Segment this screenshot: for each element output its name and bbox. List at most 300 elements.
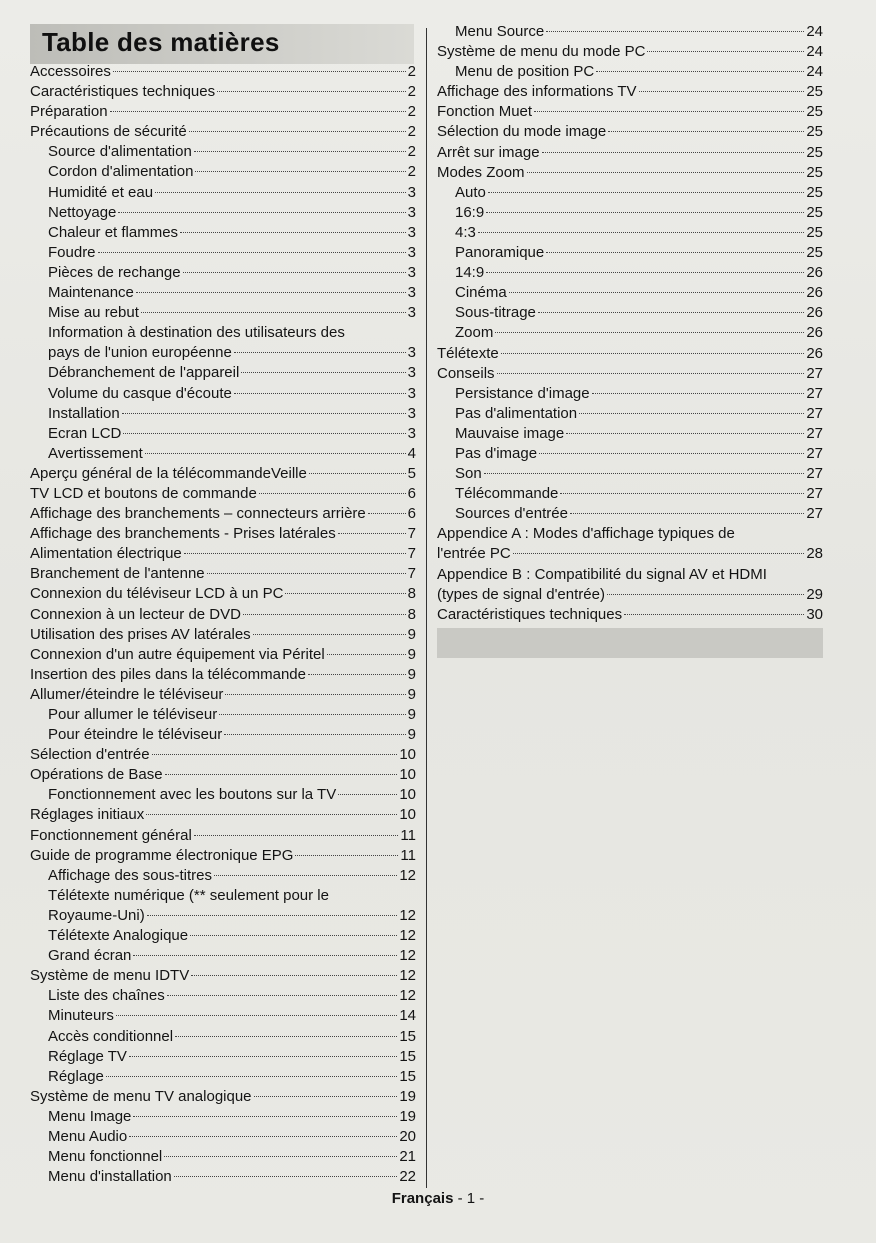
toc-entry[interactable] — [30, 102, 416, 122]
toc-list — [30, 906, 416, 1187]
dot-leader — [338, 794, 397, 795]
dot-leader — [560, 493, 804, 494]
toc-entry-text-continued[interactable]: Appendice B : Compatibilité du signal AV et HDMI — [437, 565, 767, 583]
toc-entry-page: 3 — [407, 364, 416, 382]
toc-entry-page: 7 — [407, 565, 416, 583]
toc-entry-page: 2 — [407, 63, 416, 80]
page-title: Table des matières — [42, 27, 280, 57]
toc-entry[interactable] — [30, 986, 416, 1006]
toc-entry[interactable] — [30, 946, 416, 966]
toc-entry-page: 10 — [399, 786, 416, 804]
toc-entry-title: Alimentation électrique — [30, 545, 182, 563]
dot-leader — [184, 553, 406, 554]
toc-entry[interactable] — [30, 444, 416, 464]
toc-entry[interactable] — [30, 1167, 416, 1187]
toc-entry-page: 25 — [806, 83, 823, 101]
toc-entry[interactable] — [30, 484, 416, 504]
dot-leader — [592, 393, 805, 394]
toc-entry[interactable] — [30, 584, 416, 604]
dot-leader — [546, 252, 804, 253]
toc-entry[interactable] — [30, 223, 416, 243]
dot-leader — [106, 1076, 397, 1077]
toc-entry-page: 25 — [806, 203, 823, 221]
toc-entry[interactable] — [437, 544, 823, 564]
toc-entry[interactable] — [30, 665, 416, 685]
toc-entry-page: 11 — [400, 826, 416, 844]
toc-entry-page: 12 — [399, 967, 416, 985]
dot-leader — [478, 232, 804, 233]
toc-entry-title: Avertissement — [48, 444, 143, 462]
dot-leader — [308, 674, 406, 675]
dot-leader — [123, 433, 405, 434]
toc-entry-title: Son — [455, 465, 482, 483]
toc-list — [30, 343, 416, 886]
toc-entry-page: 12 — [399, 906, 416, 924]
dot-leader — [225, 694, 405, 695]
toc-entry-page: 12 — [399, 947, 416, 965]
dot-leader — [647, 51, 804, 52]
toc-entry-title: Menu Source — [455, 23, 545, 40]
toc-entry-title: Volume du casque d'écoute — [48, 384, 232, 402]
title-banner — [30, 24, 414, 64]
dot-leader — [486, 272, 804, 273]
toc-entry[interactable] — [30, 1047, 416, 1067]
toc-entry[interactable] — [437, 364, 823, 384]
toc-entry-title: Sélection du mode image — [437, 123, 607, 141]
dot-leader — [241, 372, 405, 373]
toc-entry-page: 8 — [407, 605, 416, 623]
toc-entry-title: Menu de position PC — [455, 63, 595, 81]
toc-entry-title: Modes Zoom — [437, 163, 525, 181]
toc-entry-page: 29 — [806, 585, 823, 603]
dot-leader — [542, 152, 805, 153]
dot-leader — [234, 393, 406, 394]
dot-leader — [254, 1096, 398, 1097]
toc-entry-page: 3 — [407, 404, 416, 422]
toc-entry[interactable] — [30, 605, 416, 625]
toc-entry-title: Opérations de Base — [30, 766, 163, 784]
toc-entry-page: 3 — [407, 424, 416, 442]
footer-page-number: - 1 - — [457, 1190, 485, 1207]
toc-entry[interactable] — [437, 183, 823, 203]
toc-entry-page: 27 — [806, 444, 823, 462]
toc-entry-title: Pièces de rechange — [48, 263, 181, 281]
toc-entry-title: 16:9 — [455, 203, 485, 221]
toc-entry-title: Foudre — [48, 243, 96, 261]
toc-entry-page: 26 — [806, 264, 823, 282]
toc-entry-page: 24 — [806, 63, 823, 81]
dot-leader — [183, 272, 406, 273]
toc-entry[interactable] — [30, 1107, 416, 1127]
toc-entry[interactable] — [437, 22, 823, 42]
toc-entry-title: Liste des chaînes — [48, 987, 165, 1005]
toc-entry-page: 19 — [399, 1107, 416, 1125]
toc-entry-title: Cinéma — [455, 284, 507, 302]
toc-entry[interactable] — [437, 82, 823, 102]
toc-entry[interactable] — [437, 102, 823, 122]
toc-entry-title: Connexion du téléviseur LCD à un PC — [30, 585, 284, 603]
dot-leader — [98, 252, 406, 253]
toc-entry-page: 9 — [407, 665, 416, 683]
toc-entry-page: 27 — [806, 505, 823, 523]
dot-leader — [133, 955, 397, 956]
dot-leader — [608, 131, 804, 132]
toc-entry[interactable] — [30, 785, 416, 805]
dot-leader — [164, 1156, 397, 1157]
toc-entry-page: 27 — [806, 404, 823, 422]
toc-entry-page: 9 — [407, 706, 416, 723]
dot-leader — [538, 312, 804, 313]
toc-entry-page: 22 — [399, 1168, 416, 1186]
toc-entry[interactable] — [30, 1147, 416, 1167]
toc-entry-title: Fonctionnement avec les boutons sur la TV — [48, 786, 337, 804]
dot-leader — [495, 332, 804, 333]
dot-leader — [219, 714, 405, 715]
dot-leader — [570, 513, 804, 514]
dot-leader — [253, 634, 406, 635]
toc-entry-title: Menu d'installation — [48, 1168, 172, 1186]
toc-entry-page: 25 — [806, 163, 823, 181]
toc-entry-title: Arrêt sur image — [437, 143, 540, 161]
toc-entry-page: 12 — [399, 866, 416, 884]
toc-entry-page: 7 — [407, 545, 416, 563]
toc-entry-title: Système de menu du mode PC — [437, 43, 646, 61]
dot-leader — [607, 594, 804, 595]
toc-entry-title: pays de l'union européenne — [48, 344, 232, 362]
toc-entry-page: 25 — [806, 143, 823, 161]
toc-entry-title: Auto — [455, 183, 486, 201]
toc-entry-title: Sélection d'entrée — [30, 746, 150, 764]
dot-leader — [539, 453, 804, 454]
toc-entry-page: 3 — [407, 223, 416, 241]
toc-entry-page: 26 — [806, 324, 823, 342]
dot-leader — [368, 513, 406, 514]
toc-entry-page: 3 — [407, 183, 416, 201]
toc-entry-title: Débranchement de l'appareil — [48, 364, 240, 382]
toc-entry-page: 10 — [399, 766, 416, 784]
toc-entry[interactable] — [437, 62, 823, 82]
toc-entry-page: 3 — [407, 284, 416, 302]
toc-entry-page: 20 — [399, 1127, 416, 1145]
toc-entry-page: 4 — [407, 444, 416, 462]
dot-leader — [155, 192, 406, 193]
toc-entry[interactable] — [30, 524, 416, 544]
dot-leader — [309, 473, 406, 474]
toc-entry-title: TV LCD et boutons de commande — [30, 484, 257, 502]
dot-leader — [501, 353, 805, 354]
toc-entry-text-continued[interactable]: Information à destination des utilisateurs des — [48, 324, 345, 342]
dot-leader — [338, 533, 406, 534]
toc-entry-title: Pas d'alimentation — [455, 404, 578, 422]
toc-entry[interactable] — [30, 1006, 416, 1026]
toc-entry-title: Guide de programme électronique EPG — [30, 846, 294, 864]
toc-entry-page: 12 — [399, 927, 416, 945]
toc-entry-title: Affichage des branchements - Prises latérales — [30, 525, 336, 543]
toc-entry-title: 4:3 — [455, 223, 476, 241]
toc-entry-title: Télétexte — [437, 344, 499, 362]
toc-entry-title: (types de signal d'entrée) — [437, 585, 605, 603]
toc-entry[interactable] — [30, 826, 416, 846]
toc-entry[interactable] — [30, 343, 416, 363]
dot-leader — [527, 172, 805, 173]
toc-entry[interactable] — [30, 504, 416, 524]
dot-leader — [116, 1015, 397, 1016]
toc-entry-page: 19 — [399, 1087, 416, 1105]
toc-entry[interactable] — [30, 725, 416, 745]
dot-leader — [146, 814, 397, 815]
toc-entry-page: 3 — [407, 344, 416, 362]
toc-entry-page: 7 — [407, 525, 416, 543]
dot-leader — [224, 734, 405, 735]
toc-entry-title: Humidité et eau — [48, 183, 154, 201]
dot-leader — [243, 614, 406, 615]
toc-entry-text-continued[interactable]: Télétexte numérique (** seulement pour le — [48, 886, 329, 904]
toc-entry-page: 10 — [399, 806, 416, 824]
toc-entry[interactable] — [30, 926, 416, 946]
toc-entry[interactable] — [437, 424, 823, 444]
toc-entry-page: 9 — [407, 685, 416, 703]
toc-entry[interactable] — [30, 283, 416, 303]
dot-leader — [180, 232, 406, 233]
toc-entry[interactable] — [30, 263, 416, 283]
toc-entry-page: 9 — [407, 625, 416, 643]
toc-entry-page: 27 — [806, 485, 823, 503]
toc-entry[interactable] — [30, 363, 416, 383]
toc-entry[interactable] — [437, 323, 823, 343]
toc-entry-title: Allumer/éteindre le téléviseur — [30, 685, 224, 703]
dot-leader — [118, 212, 405, 213]
dot-leader — [546, 31, 804, 32]
toc-entry-title: Maintenance — [48, 284, 134, 302]
dot-leader — [327, 654, 406, 655]
toc-entry[interactable] — [30, 906, 416, 926]
toc-entry-page: 11 — [400, 846, 416, 864]
toc-entry-page: 5 — [407, 464, 416, 482]
toc-entry-title: Cordon d'alimentation — [48, 163, 194, 181]
toc-entry-page: 30 — [806, 605, 823, 623]
toc-entry-title: Accès conditionnel — [48, 1027, 174, 1045]
toc-entry-title: Branchement de l'antenne — [30, 565, 205, 583]
toc-entry[interactable] — [30, 1067, 416, 1087]
toc-entry[interactable] — [30, 685, 416, 705]
toc-entry-title: Pour éteindre le téléviseur — [48, 726, 223, 744]
toc-entry[interactable] — [437, 444, 823, 464]
toc-entry-page: 2 — [407, 123, 416, 141]
dot-leader — [174, 1176, 398, 1177]
toc-entry[interactable] — [30, 162, 416, 182]
toc-entry[interactable] — [437, 243, 823, 263]
toc-entry-page: 24 — [806, 43, 823, 61]
toc-entry[interactable] — [30, 303, 416, 323]
toc-entry-page: 14 — [399, 1007, 416, 1025]
toc-entry[interactable] — [437, 203, 823, 223]
toc-entry-title: 14:9 — [455, 264, 485, 282]
toc-entry-page: 2 — [407, 143, 416, 161]
toc-entry-title: Réglage TV — [48, 1047, 127, 1065]
dot-leader — [497, 373, 805, 374]
toc-entry[interactable] — [30, 866, 416, 886]
toc-entry[interactable] — [30, 464, 416, 484]
toc-entry-title: Accessoires — [30, 63, 111, 80]
toc-entry-page: 15 — [399, 1067, 416, 1085]
toc-entry-title: Fonctionnement général — [30, 826, 192, 844]
dot-leader — [141, 312, 406, 313]
dot-leader — [113, 71, 406, 72]
dot-leader — [167, 995, 398, 996]
toc-entry-title: Grand écran — [48, 947, 132, 965]
dot-leader — [488, 192, 804, 193]
toc-entry-page: 6 — [407, 484, 416, 502]
toc-entry[interactable] — [437, 344, 823, 364]
toc-entry-page: 24 — [806, 23, 823, 40]
toc-entry[interactable] — [30, 564, 416, 584]
toc-entry[interactable] — [437, 122, 823, 142]
toc-entry-title: Royaume-Uni) — [48, 906, 145, 924]
toc-entry-page: 27 — [806, 465, 823, 483]
toc-entry-title: Pas d'image — [455, 444, 538, 462]
toc-entry[interactable] — [30, 424, 416, 444]
toc-entry[interactable] — [30, 805, 416, 825]
toc-entry-page: 9 — [407, 645, 416, 663]
toc-entry-text-continued[interactable]: Appendice A : Modes d'affichage typiques de — [437, 525, 735, 543]
toc-entry-title: Utilisation des prises AV latérales — [30, 625, 251, 643]
toc-entry-title: Minuteurs — [48, 1007, 114, 1025]
toc-entry-page: 26 — [806, 344, 823, 362]
dot-leader — [133, 1116, 397, 1117]
toc-entry-page: 25 — [806, 103, 823, 121]
toc-entry-page: 27 — [806, 384, 823, 402]
toc-entry[interactable] — [30, 1027, 416, 1047]
toc-entry-page: 2 — [407, 83, 416, 101]
toc-entry[interactable] — [30, 705, 416, 725]
toc-entry[interactable] — [30, 645, 416, 665]
toc-entry-page: 26 — [806, 284, 823, 302]
dot-leader — [145, 453, 406, 454]
toc-entry-title: Persistance d'image — [455, 384, 590, 402]
toc-entry[interactable] — [437, 223, 823, 243]
toc-entry-page: 21 — [399, 1148, 416, 1166]
toc-entry-title: Connexion d'un autre équipement via Péritel — [30, 645, 325, 663]
toc-entry[interactable] — [437, 605, 823, 625]
toc-entry-page: 9 — [407, 726, 416, 744]
dot-leader — [566, 433, 804, 434]
toc-entry-page: 3 — [407, 304, 416, 322]
dot-leader — [110, 111, 406, 112]
toc-list — [437, 544, 823, 564]
toc-entry[interactable] — [437, 303, 823, 323]
dot-leader — [596, 71, 804, 72]
toc-entry[interactable] — [30, 846, 416, 866]
dot-leader — [194, 835, 399, 836]
toc-entry-title: Télétexte Analogique — [48, 927, 189, 945]
toc-entry[interactable] — [30, 142, 416, 162]
dot-leader — [234, 352, 406, 353]
dot-leader — [639, 91, 805, 92]
toc-list — [437, 22, 823, 524]
dot-leader — [214, 875, 397, 876]
footer-language: Français — [391, 1190, 454, 1207]
toc-entry[interactable] — [437, 384, 823, 404]
toc-entry[interactable] — [30, 765, 416, 785]
toc-entry[interactable] — [437, 585, 823, 605]
toc-entry[interactable] — [30, 745, 416, 765]
toc-entry-title: Menu fonctionnel — [48, 1148, 163, 1166]
toc-entry-page: 25 — [806, 123, 823, 141]
column-divider — [426, 28, 427, 1188]
toc-entry[interactable] — [437, 464, 823, 484]
toc-entry-title: Panoramique — [455, 244, 545, 262]
toc-entry[interactable] — [30, 625, 416, 645]
toc-entry-page: 10 — [399, 746, 416, 764]
toc-entry-title: Affichage des sous-titres — [48, 866, 212, 884]
dot-leader — [136, 292, 406, 293]
dot-leader — [513, 553, 805, 554]
toc-entry-page: 2 — [407, 163, 416, 181]
toc-entry[interactable] — [30, 243, 416, 263]
toc-entry-page: 15 — [399, 1027, 416, 1045]
toc-right-column — [437, 22, 823, 625]
toc-entry[interactable] — [30, 183, 416, 203]
toc-entry-title: Sources d'entrée — [455, 505, 568, 523]
toc-entry[interactable] — [30, 404, 416, 424]
toc-entry[interactable] — [30, 544, 416, 564]
toc-entry-page: 15 — [399, 1047, 416, 1065]
toc-entry[interactable] — [437, 484, 823, 504]
dot-leader — [207, 573, 406, 574]
page-footer — [0, 1190, 876, 1207]
grey-band — [437, 628, 823, 658]
toc-entry-title: Système de menu TV analogique — [30, 1087, 252, 1105]
toc-entry-page: 2 — [407, 103, 416, 121]
toc-entry[interactable] — [437, 404, 823, 424]
toc-entry[interactable] — [30, 1087, 416, 1107]
toc-entry-page: 3 — [407, 203, 416, 221]
toc-entry-title: Nettoyage — [48, 203, 117, 221]
toc-entry-title: Insertion des piles dans la télécommande — [30, 665, 306, 683]
toc-entry[interactable] — [30, 82, 416, 102]
toc-entry-title: Télécommande — [455, 485, 559, 503]
toc-entry[interactable] — [30, 203, 416, 223]
toc-entry-title: Installation — [48, 404, 120, 422]
toc-entry[interactable] — [437, 143, 823, 163]
toc-list — [437, 585, 823, 625]
dot-leader — [190, 935, 397, 936]
toc-entry-title: Affichage des informations TV — [437, 83, 637, 101]
dot-leader — [189, 131, 406, 132]
toc-entry-page: 12 — [399, 987, 416, 1005]
toc-entry-title: Caractéristiques techniques — [437, 605, 623, 623]
toc-entry-title: Sous-titrage — [455, 304, 536, 322]
toc-entry-page: 8 — [407, 585, 416, 603]
toc-entry[interactable] — [437, 504, 823, 524]
toc-entry-title: Mauvaise image — [455, 424, 565, 442]
dot-leader — [217, 91, 406, 92]
toc-entry-title: Préparation — [30, 103, 108, 121]
dot-leader — [122, 413, 406, 414]
toc-entry[interactable] — [30, 966, 416, 986]
toc-entry[interactable] — [30, 1127, 416, 1147]
dot-leader — [129, 1136, 397, 1137]
toc-entry[interactable] — [437, 283, 823, 303]
toc-entry[interactable] — [437, 263, 823, 283]
toc-entry[interactable] — [30, 122, 416, 142]
toc-entry[interactable] — [30, 62, 416, 82]
toc-entry[interactable] — [437, 163, 823, 183]
toc-entry-page: 25 — [806, 183, 823, 201]
toc-entry[interactable] — [437, 42, 823, 62]
toc-entry-page: 28 — [806, 545, 823, 563]
toc-entry[interactable] — [30, 384, 416, 404]
